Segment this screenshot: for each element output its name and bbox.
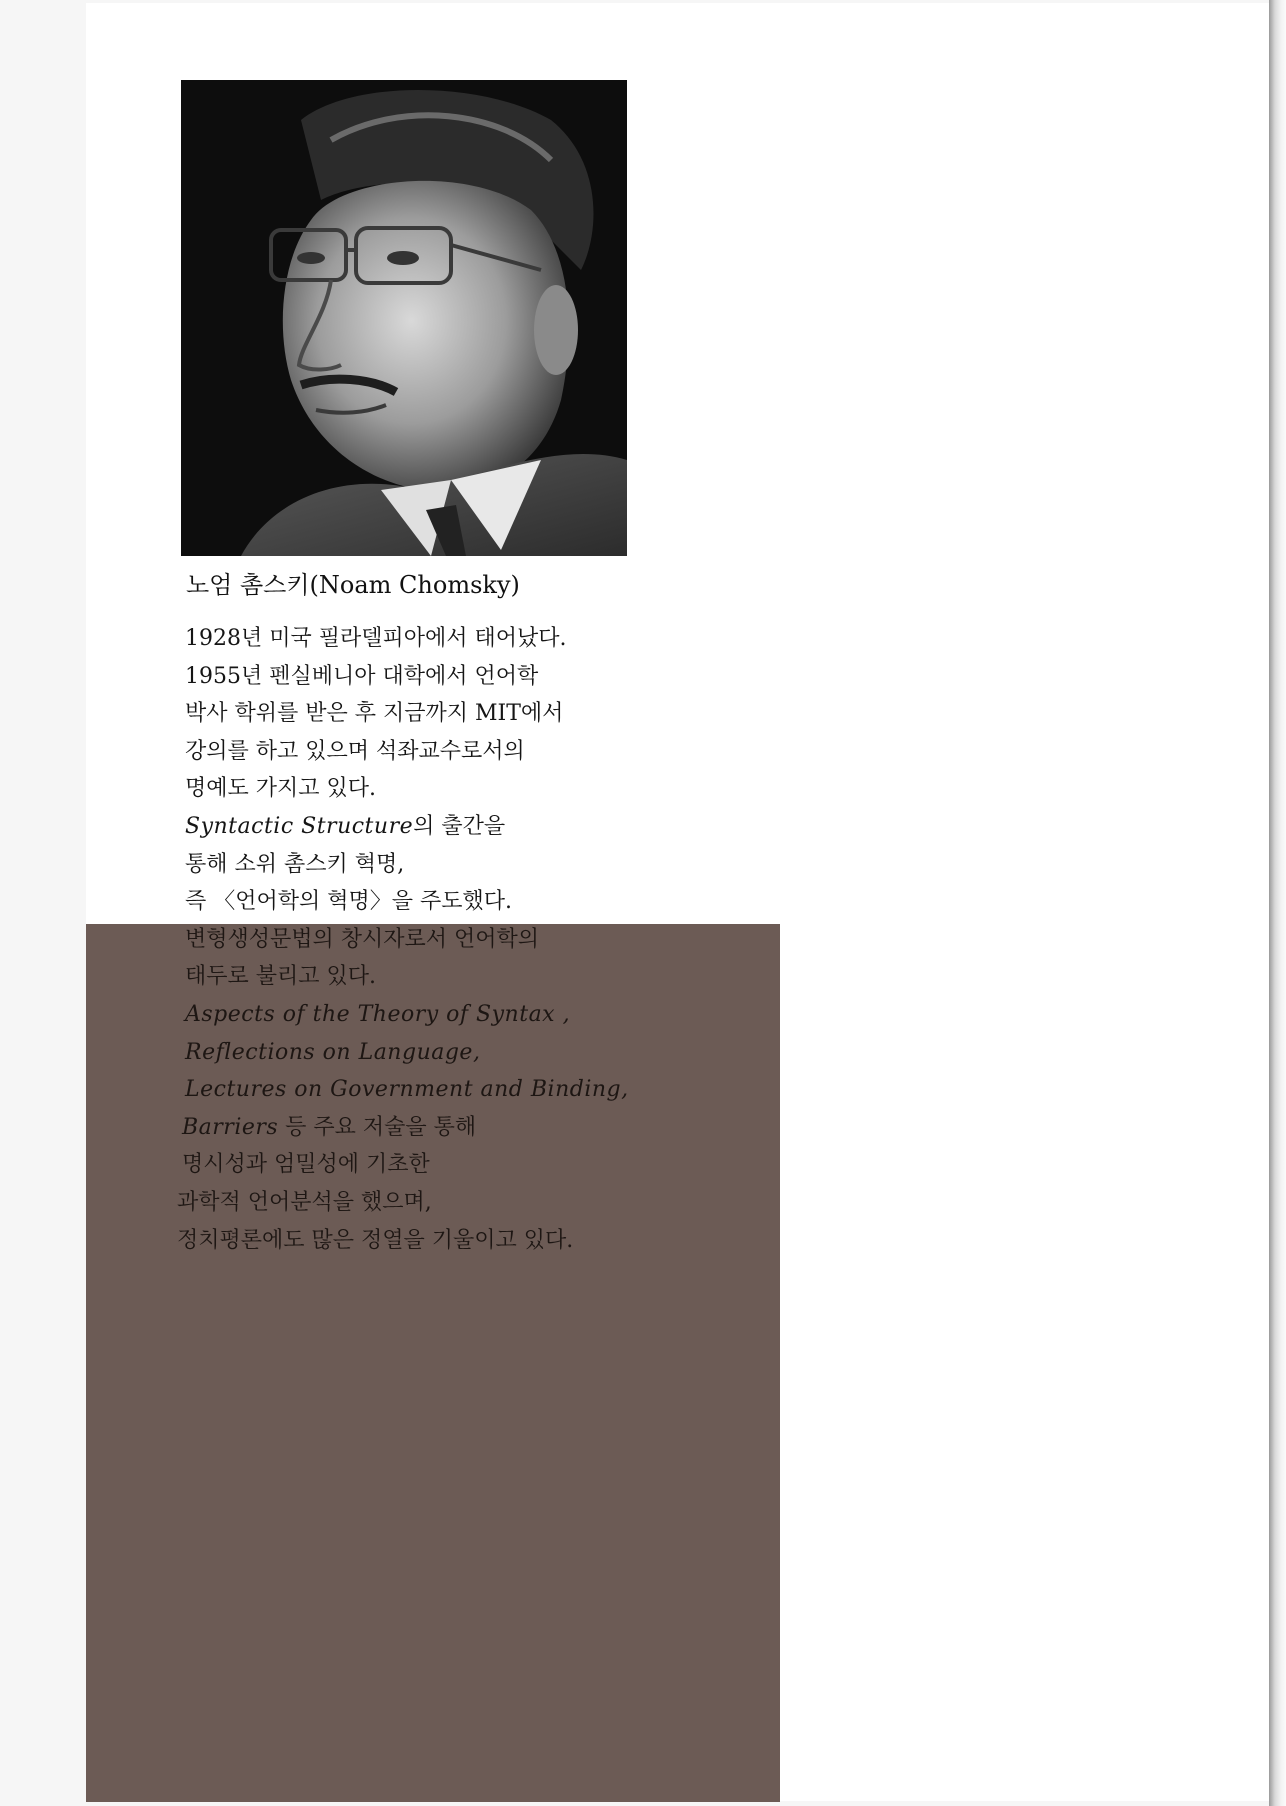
- bio-line-text: 명시성과 엄밀성에 기초한: [182, 1152, 430, 1178]
- bio-line-text: 강의를 하고 있으며 석좌교수로서의: [185, 738, 525, 764]
- page-edge-shadow: [1269, 0, 1286, 1806]
- bio-line: [182, 1146, 745, 1184]
- portrait-image: [181, 80, 627, 556]
- author-bio: [177, 620, 745, 1259]
- bio-line-italic: Barriers: [182, 1114, 279, 1140]
- bio-line-suffix: 등 주요 저술을 통해: [278, 1114, 477, 1140]
- bio-line: [185, 883, 745, 921]
- bio-line-suffix: 의 출간을: [413, 813, 506, 839]
- bio-line-italic: Lectures on Government and Binding,: [185, 1077, 629, 1103]
- bio-line: [177, 1222, 745, 1260]
- bio-line: [185, 1071, 745, 1109]
- bio-line: [185, 1034, 745, 1072]
- bio-line: [185, 770, 745, 808]
- bio-line-text: 1955년 펜실베니아 대학에서 언어학: [185, 663, 539, 689]
- bio-line-text: 즉 〈언어학의 혁명〉을 주도했다.: [185, 889, 512, 915]
- bio-line: [185, 921, 745, 959]
- bio-line-text: 1928년 미국 필라델피아에서 태어났다.: [185, 626, 567, 651]
- bio-line-text: 통해 소위 촘스키 혁명,: [185, 851, 405, 877]
- bio-line: [182, 1109, 745, 1147]
- author-portrait-photo: [181, 80, 627, 556]
- bio-line-text: 명예도 가지고 있다.: [185, 776, 376, 802]
- photo-caption: 노엄 촘스키(Noam Chomsky): [186, 571, 520, 599]
- bio-line-text: 정치평론에도 많은 정열을 기울이고 있다.: [177, 1227, 574, 1253]
- bio-line: [185, 996, 745, 1034]
- bio-line-text: 과학적 언어분석을 했으며,: [177, 1189, 432, 1215]
- bio-line: [185, 733, 745, 771]
- bio-line-italic: Syntactic Structure: [185, 813, 414, 839]
- bio-line: [177, 1184, 745, 1222]
- bio-line: [185, 846, 745, 884]
- bio-line-text: 변형생성문법의 창시자로서 언어학의: [185, 926, 540, 952]
- bio-line: [185, 620, 745, 658]
- bio-line-italic: Reflections on Language,: [185, 1039, 481, 1065]
- bio-line: [185, 808, 745, 846]
- bio-line: [185, 695, 745, 733]
- bio-line: [185, 958, 745, 996]
- bio-line: [185, 658, 745, 696]
- bio-line-italic: Aspects of the Theory of Syntax ,: [185, 1001, 571, 1027]
- bio-line-text: 박사 학위를 받은 후 지금까지 MIT에서: [185, 701, 564, 727]
- bio-line-text: 태두로 불리고 있다.: [185, 964, 376, 990]
